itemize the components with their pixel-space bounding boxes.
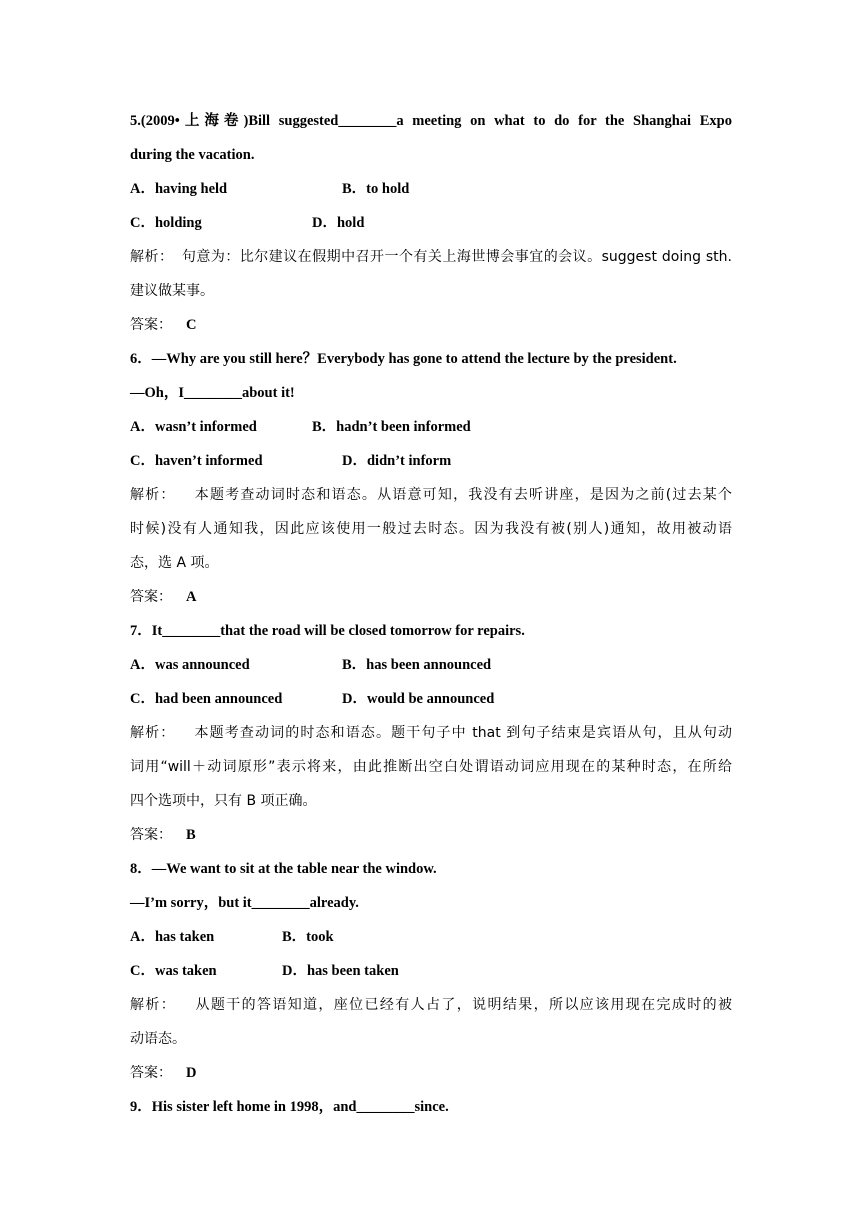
q6-options-cd	[130, 444, 732, 478]
q6-stem-line1: 6．—Why are you still here？Everybody has gone to attend the lecture by the president.	[130, 351, 677, 367]
q8-stem-line2: —I’m sorry，but it________already.	[130, 895, 359, 911]
q5-option-b: B．to hold	[342, 181, 410, 197]
q8-analysis-line2: 动语态。	[130, 1031, 186, 1047]
q8-analysis-text1: 从题干的答语知道，座位已经有人占了，说明结果，所以应该用现在完成时的被	[194, 997, 732, 1013]
q6-option-b: B．hadn’t been informed	[312, 419, 471, 435]
q6-option-c: C．haven’t informed	[130, 453, 263, 469]
document-page	[130, 104, 732, 1124]
q7-options-ab	[130, 648, 732, 682]
q5-options-cd	[130, 206, 732, 240]
q6-analysis-text1: 本题考查动词时态和语态。从语意可知，我没有去听讲座，是因为之前(过去某个	[193, 487, 732, 503]
q7-analysis-line2: 词用“will＋动词原形”表示将来，由此推断出空白处谓语动词应用现在的某种时态，在所给	[130, 759, 732, 775]
q7-answer: B	[186, 827, 196, 843]
q8-option-b: B．took	[282, 929, 334, 945]
q5-options-ab	[130, 172, 732, 206]
q8-answer-line	[130, 1056, 732, 1090]
q7-answer-line	[130, 818, 732, 852]
q8-analysis-label: 解析：	[130, 997, 177, 1013]
q7-option-c: C．had been announced	[130, 691, 283, 707]
q8-answer-label: 答案：	[130, 1065, 172, 1081]
q6-stem-line2: —Oh，I________about it!	[130, 385, 295, 401]
q8-option-c: C．was taken	[130, 963, 217, 979]
q6-answer-line	[130, 580, 732, 614]
q7-analysis-line1	[130, 716, 732, 750]
q6-answer: A	[186, 589, 197, 605]
q7-options-cd	[130, 682, 732, 716]
q5-analysis-label: 解析：	[130, 249, 174, 265]
q5-analysis-line2: 建议做某事。	[130, 283, 214, 299]
q7-stem-line1: 7．It________that the road will be closed tomorrow for repairs.	[130, 623, 525, 639]
q8-option-a: A．has taken	[130, 929, 215, 945]
q5-answer-label: 答案：	[130, 317, 172, 333]
q5-stem-line2: during the vacation.	[130, 147, 255, 163]
q6-analysis-line1	[130, 478, 732, 512]
q7-analysis-line3: 四个选项中，只有 B 项正确。	[130, 793, 317, 809]
q6-analysis-label: 解析：	[130, 487, 176, 503]
q5-analysis-text1: 句意为：比尔建议在假期中召开一个有关上海世博会事宜的会议。suggest doing sth.	[181, 249, 732, 265]
q7-answer-label: 答案：	[130, 827, 172, 843]
q8-answer: D	[186, 1065, 197, 1081]
q6-analysis-line2: 时候)没有人通知我，因此应该使用一般过去时态。因为我没有被(别人)通知，故用被动语	[130, 521, 732, 537]
q5-stem-line1: 5.(2009•上海卷)Bill suggested________a meeting on what to do for the Shanghai Expo	[130, 113, 732, 129]
q8-option-d: D．has been taken	[282, 963, 399, 979]
q9-stem-line1: 9．His sister left home in 1998，and________since.	[130, 1099, 449, 1115]
q8-analysis-line1	[130, 988, 732, 1022]
q5-option-c: C．holding	[130, 215, 202, 231]
q8-options-cd	[130, 954, 732, 988]
q6-options-ab	[130, 410, 732, 444]
q6-answer-label: 答案：	[130, 589, 172, 605]
q7-option-a: A．was announced	[130, 657, 250, 673]
q6-option-d: D．didn’t inform	[342, 453, 452, 469]
q7-analysis-label: 解析：	[130, 725, 176, 741]
q5-answer-line	[130, 308, 732, 342]
q8-stem-line1: 8．—We want to sit at the table near the window.	[130, 861, 437, 877]
q7-analysis-text1: 本题考查动词的时态和语态。题干句子中 that 到句子结束是宾语从句，且从句动	[193, 725, 732, 741]
q8-options-ab	[130, 920, 732, 954]
q6-option-a: A．wasn’t informed	[130, 419, 257, 435]
q5-analysis-line1	[130, 240, 732, 274]
q5-option-d: D．hold	[312, 215, 365, 231]
q7-option-d: D．would be announced	[342, 691, 495, 707]
q7-option-b: B．has been announced	[342, 657, 492, 673]
q5-option-a: A．having held	[130, 181, 228, 197]
q6-analysis-line3: 态，选 A 项。	[130, 555, 219, 571]
q5-answer: C	[186, 317, 197, 333]
